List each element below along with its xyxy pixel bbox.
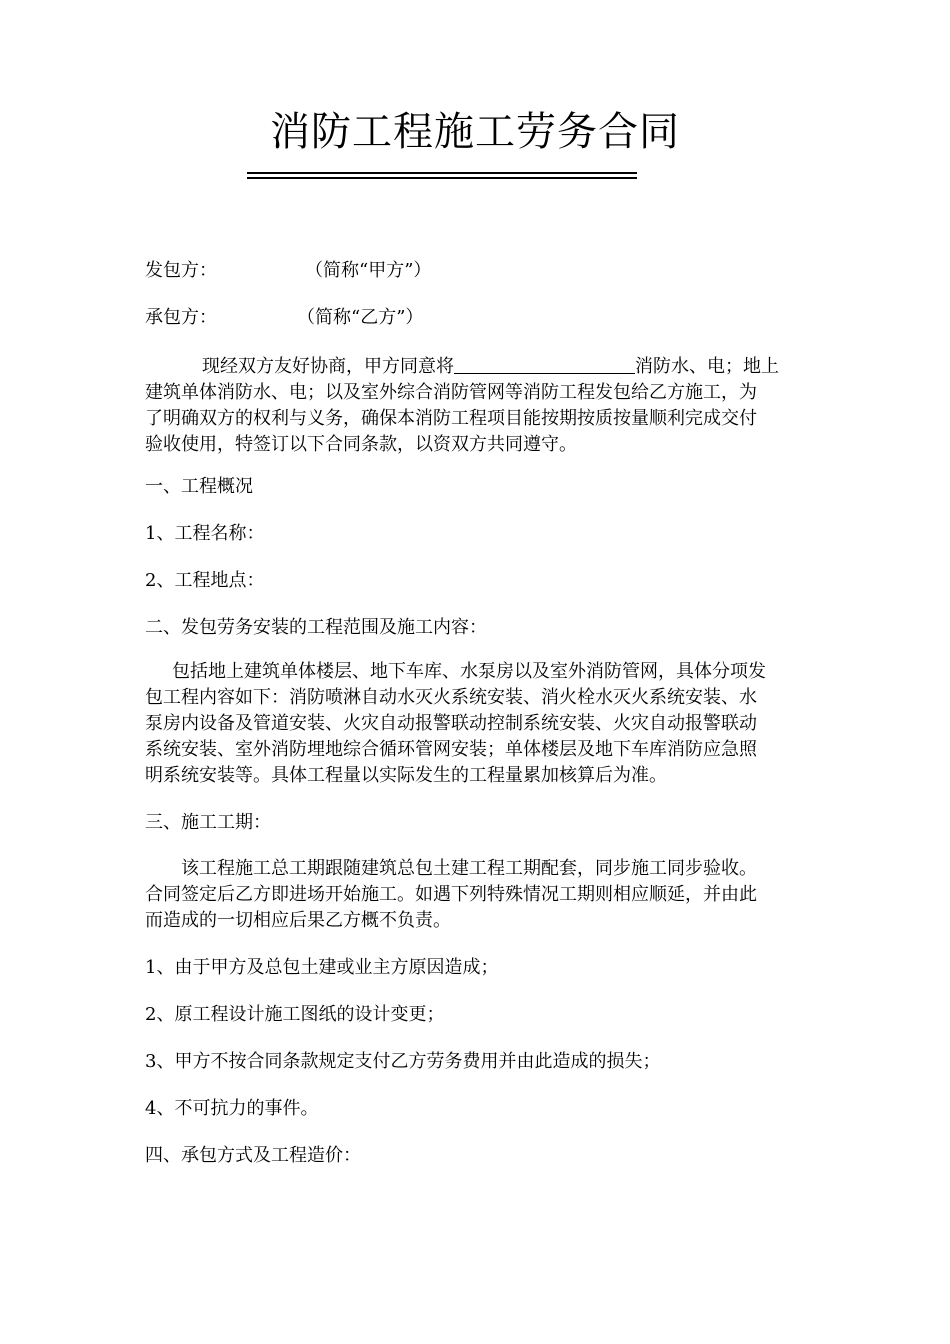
schedule-line-3: 而造成的一切相应后果乙方概不负责。	[145, 910, 451, 931]
party-a-line	[145, 258, 431, 284]
party-b-abbreviation: （简称“乙方”）	[297, 307, 424, 328]
schedule-paragraph	[145, 856, 805, 934]
party-a-label: 发包方：	[145, 260, 217, 281]
schedule-line-2: 合同签定后乙方即进场开始施工。如遇下列特殊情况工期则相应顺延，并由此	[145, 884, 757, 905]
intro-line-2: 建筑单体消防水、电；以及室外综合消防管网等消防工程发包给乙方施工，为	[145, 382, 757, 403]
intro-line-1-post: 消防水、电；地上	[635, 356, 779, 377]
scope-paragraph	[145, 659, 805, 789]
title-underline-top	[247, 172, 637, 174]
project-name-blank	[454, 353, 635, 374]
scope-line-2: 包工程内容如下：消防喷淋自动水灭火系统安装、消火栓水灭火系统安装、水	[145, 687, 757, 708]
section-4-heading: 四、承包方式及工程造价：	[145, 1145, 361, 1166]
intro-paragraph	[145, 353, 805, 458]
section-1-heading: 一、工程概况	[145, 476, 253, 497]
project-name-item: 1、工程名称：	[145, 523, 265, 544]
intro-line-3: 了明确双方的权利与义务，确保本消防工程项目能按期按质按量顺利完成交付	[145, 408, 757, 429]
schedule-line-1: 该工程施工总工期跟随建筑总包土建工程工期配套，同步施工同步验收。	[181, 858, 757, 879]
project-location-item: 2、工程地点：	[145, 570, 265, 591]
intro-line-4: 验收使用，特签订以下合同条款，以资双方共同遵守。	[145, 434, 577, 455]
party-a-abbreviation: （简称“甲方”）	[305, 260, 432, 281]
scope-line-4: 系统安装、室外消防埋地综合循环管网安装；单体楼层及地下车库消防应急照	[145, 739, 757, 760]
scope-line-5: 明系统安装等。具体工程量以实际发生的工程量累加核算后为准。	[145, 765, 667, 786]
scope-line-1: 包括地上建筑单体楼层、地下车库、水泵房以及室外消防管网，具体分项发	[172, 661, 766, 682]
title-underline-bottom	[247, 177, 637, 179]
delay-item: 4、不可抗力的事件。	[145, 1098, 319, 1119]
delay-item: 1、由于甲方及总包土建或业主方原因造成；	[145, 957, 499, 978]
intro-line-1-pre: 现经双方友好协商，甲方同意将	[202, 356, 454, 377]
scope-line-3: 泵房内设备及管道安装、火灾自动报警联动控制系统安装、火灾自动报警联动	[145, 713, 757, 734]
section-2-heading: 二、发包劳务安装的工程范围及施工内容：	[145, 617, 487, 638]
party-b-line	[145, 305, 423, 331]
delay-item: 2、原工程设计施工图纸的设计变更；	[145, 1004, 445, 1025]
party-b-label: 承包方：	[145, 307, 217, 328]
delay-item: 3、甲方不按合同条款规定支付乙方劳务费用并由此造成的损失；	[145, 1051, 661, 1072]
section-3-heading: 三、施工工期：	[145, 812, 271, 833]
document-title: 消防工程施工劳务合同	[270, 109, 680, 155]
